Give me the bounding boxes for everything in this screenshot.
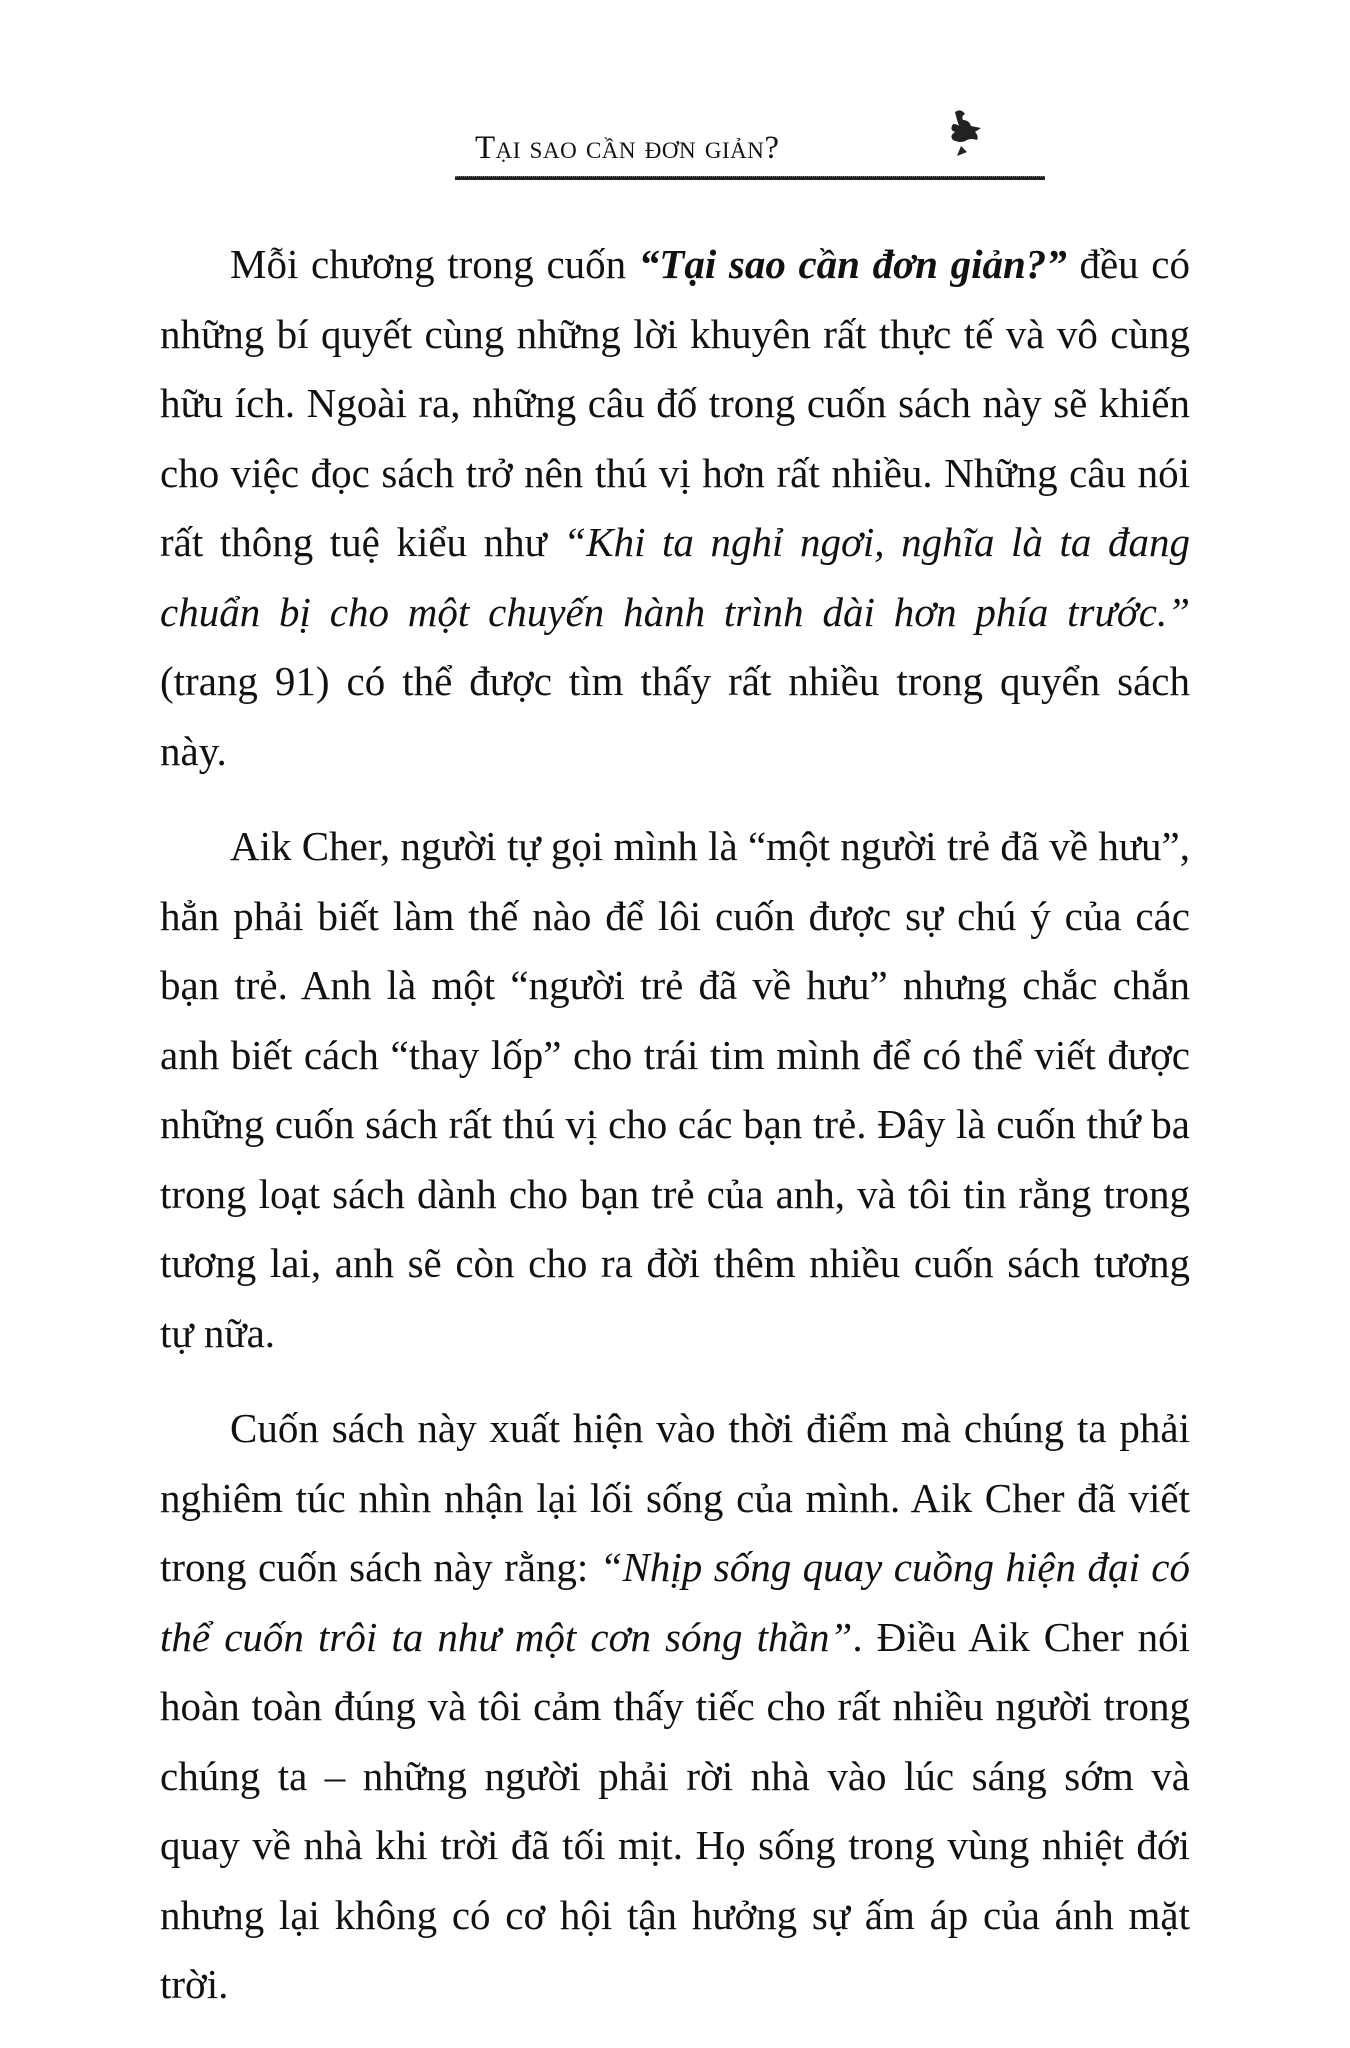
paragraph-1-text: (trang 91) có thể được tìm thấy rất nhiều trong quyển sách này. [160,658,1190,774]
running-header-title: Tại sao cần đơn giản? [475,130,780,166]
header-rule [455,176,1045,180]
paragraph-1 [160,230,1190,786]
book-title-quote: “Tại sao cần đơn giản?” [638,241,1067,287]
body-text [160,230,1190,2046]
paragraph-2-text: Aik Cher, người tự gọi mình là “một người trẻ đã về hưu”, hẳn phải biết làm thế nào để lôi cuốn được sự chú ý của các bạn trẻ. Anh là một “người trẻ đã về hưu” nhưng chắc chắn anh biết cách “thay lốp” cho trái tim mình để có thể viết được những cuốn sách rất thú vị cho các bạn trẻ. Đây là cuốn thứ ba trong loạt sách dành cho bạn trẻ của anh, và tôi tin rằng trong tương lai, anh sẽ còn cho ra đời thêm nhiều cuốn sách tương tự nữa. [160,823,1190,1356]
pen-ink-ornament-icon [933,106,993,166]
paragraph-3-text: . Điều Aik Cher nói hoàn toàn đúng và tôi cảm thấy tiếc cho rất nhiều người trong chúng ta – những người phải rời nhà vào lúc sáng sớm và quay về nhà khi trời đã tối mịt. Họ sống trong vùng nhiệt đới nhưng lại không có cơ hội tận hưởng sự ấm áp của ánh mặt trời. [160,1613,1190,2007]
paragraph-3-text: Cuốn sách này xuất hiện vào thời điểm mà chúng ta phải nghiêm túc nhìn nhận lại lối sống của mình. Aik Cher đã viết trong cuốn sách này rằng: [160,1405,1190,1590]
paragraph-1-text: đều có những bí quyết cùng những lời khuyên rất thực tế và vô cùng hữu ích. Ngoài ra, những câu đố trong cuốn sách này sẽ khiến cho việc đọc sách trở nên thú vị hơn rất nhiều. Những câu nói rất thông tuệ kiểu như [160,241,1190,565]
quote-tsunami: “Nhịp sống quay cuồng hiện đại có thể cuốn trôi ta như một cơn sóng thần” [160,1544,1190,1660]
paragraph-2 [160,812,1190,1368]
quote-rest: “Khi ta nghỉ ngơi, nghĩa là ta đang chuẩn bị cho một chuyến hành trình dài hơn phía trước.” [160,519,1190,635]
running-header [455,118,1045,178]
paragraph-3 [160,1394,1190,2020]
paragraph-1-text: Mỗi chương trong cuốn [230,241,639,287]
